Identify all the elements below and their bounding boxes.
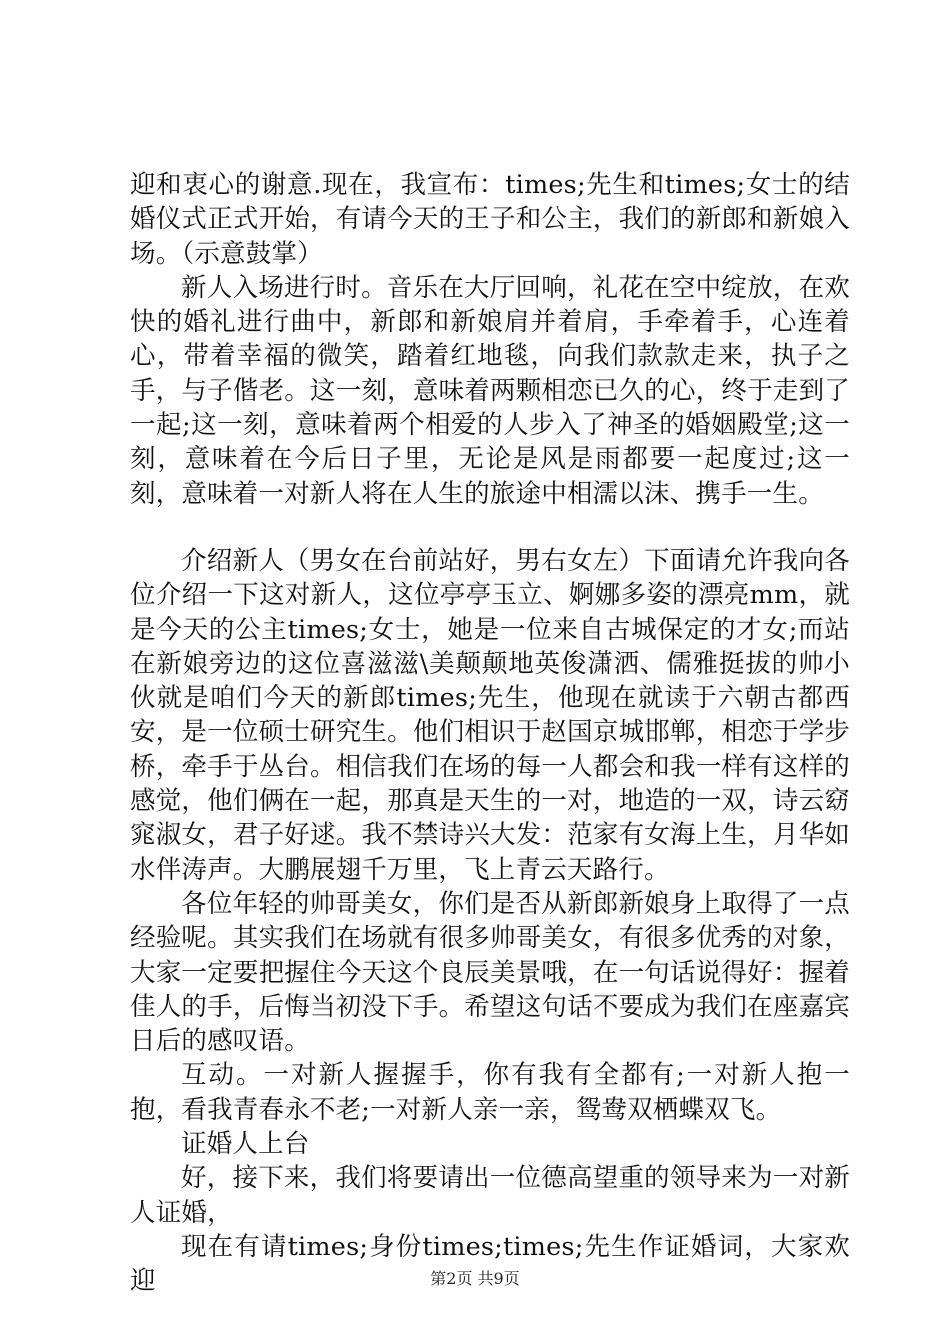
paragraph-gap — [130, 511, 850, 544]
paragraph-witness-intro: 好，接下来，我们将要请出一位德高望重的领导来为一对新人证婚， — [130, 1163, 850, 1228]
document-body — [130, 168, 850, 1299]
paragraph-introduce-couple: 介绍新人（男女在台前站好，男右女左）下面请允许我向各位介绍一下这对新人，这位亭亭玉立、婀娜多姿的漂亮mm，就是今天的公主times;女士，她是一位来自古城保定的才女;而站在新娘旁边的这位喜滋滋\美颠颠地英俊潇洒、儒雅挺拔的帅小伙就是咱们今天的新郎times;先生，他现在就读于六朝古都西安，是一位硕士研究生。他们相识于赵国京城邯郸，相恋于学步桥，牵手于丛台。相信我们在场的每一人都会和我一样有这样的感觉，他们俩在一起，那真是天生的一对，地造的一双，诗云窈窕淑女，君子好逑。我不禁诗兴大发：范家有女海上生，月华如水伴涛声。大鹏展翅千万里，飞上青云天路行。 — [130, 545, 850, 885]
paragraph-witness-heading: 证婚人上台 — [181, 1129, 310, 1160]
paragraph-declaration: 迎和衷心的谢意.现在，我宣布：times;先生和times;女士的结婚仪式正式开始，有请今天的王子和公主，我们的新郎和新娘入场。（示意鼓掌） — [130, 170, 850, 269]
paragraph-entrance: 新人入场进行时。音乐在大厅回响，礼花在空中绽放，在欢快的婚礼进行曲中，新郎和新娘肩并着肩，手牵着手，心连着心，带着幸福的微笑，踏着红地毯，向我们款款走来，执子之手，与子偕老。这一刻，意味着两颗相恋已久的心，终于走到了一起;这一刻，意味着两个相爱的人步入了神圣的婚姻殿堂;这一刻，意味着在今后日子里，无论是风是雨都要一起度过;这一刻，意味着一对新人将在人生的旅途中相濡以沫、携手一生。 — [130, 272, 850, 509]
paragraph-interaction: 互动。一对新人握握手，你有我有全都有;一对新人抱一抱，看我青春永不老;一对新人亲一亲，鸳鸯双栖蝶双飞。 — [130, 1060, 850, 1125]
paragraph-witness-invite: 现在有请times;身份times;times;先生作证婚词，大家欢迎 — [130, 1231, 850, 1297]
paragraph-advice: 各位年轻的帅哥美女，你们是否从新郎新娘身上取得了一点经验呢。其实我们在场就有很多帅哥美女，有很多优秀的对象，大家一定要把握住今天这个良辰美景哦，在一句话说得好：握着佳人的手，后悔当初没下手。希望这句话不要成为我们在座嘉宾日后的感叹语。 — [130, 888, 850, 1057]
page-number-footer: 第2页 共9页 — [430, 1269, 520, 1288]
